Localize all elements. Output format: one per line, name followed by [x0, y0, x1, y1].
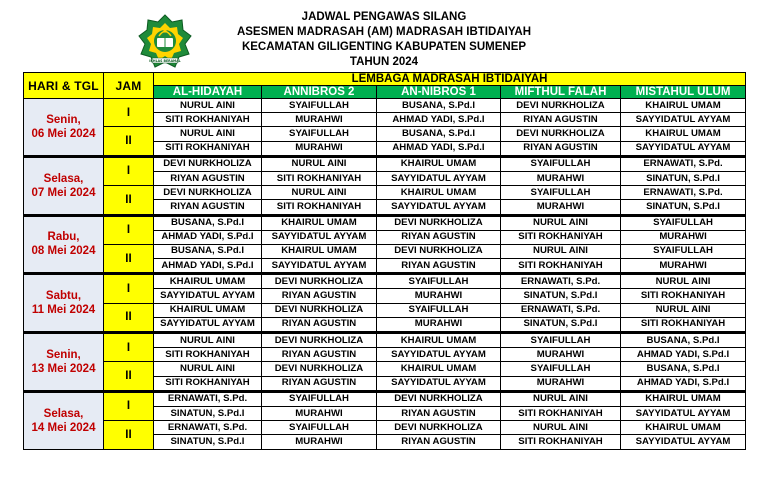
supervisor-cell: KHAIRUL UMAM [621, 99, 746, 113]
supervisor-cell: SAYYIDATUL AYYAM [377, 348, 501, 362]
supervisor-cell: SAYYIDATUL AYYAM [262, 259, 377, 274]
supervisor-cell: MURAHWI [377, 289, 501, 303]
day-date: 13 Mei 2024 [31, 362, 96, 375]
supervisor-cell: SYAIFULLAH [262, 391, 377, 406]
supervisor-cell: SYAIFULLAH [501, 362, 621, 376]
supervisor-cell: SINATUN, S.Pd.I [154, 435, 262, 449]
supervisor-cell: SITI ROKHANIYAH [262, 171, 377, 185]
supervisor-cell: SYAIFULLAH [262, 421, 377, 435]
supervisor-cell: RIYAN AGUSTIN [501, 141, 621, 156]
supervisor-cell: KHAIRUL UMAM [377, 333, 501, 348]
supervisor-cell: KHAIRUL UMAM [154, 303, 262, 317]
title-line-2: ASESMEN MADRASAH (AM) MADRASAH IBTIDAIYAH [236, 26, 532, 38]
supervisor-cell: MURAHWI [501, 200, 621, 215]
supervisor-cell: KHAIRUL UMAM [377, 362, 501, 376]
jam-cell: II [104, 244, 154, 273]
supervisor-cell: ERNAWATI, S.Pd. [621, 186, 746, 200]
jam-cell: II [104, 186, 154, 215]
header-school: ANNIBROS 2 [262, 86, 377, 99]
supervisor-cell: SYAIFULLAH [501, 186, 621, 200]
jam-cell: I [104, 99, 154, 127]
table-row [24, 333, 746, 348]
supervisor-cell: SAYYIDATUL AYYAM [621, 406, 746, 420]
supervisor-cell: NURUL AINI [501, 215, 621, 230]
supervisor-cell: SYAIFULLAH [377, 274, 501, 289]
supervisor-cell: DEVI NURKHOLIZA [262, 303, 377, 317]
supervisor-cell: NURUL AINI [501, 421, 621, 435]
day-name: Senin, [46, 348, 81, 361]
supervisor-cell: DEVI NURKHOLIZA [154, 186, 262, 200]
table-row [24, 186, 746, 200]
header-school: MISTAHUL ULUM [621, 86, 746, 99]
supervisor-cell: NURUL AINI [621, 303, 746, 317]
table-row [24, 244, 746, 258]
supervisor-cell: SITI ROKHANIYAH [154, 376, 262, 391]
supervisor-cell: SYAIFULLAH [262, 127, 377, 141]
day-name: Sabtu, [45, 290, 82, 303]
header-day-date: HARI & TGL [24, 73, 104, 99]
supervisor-cell: KHAIRUL UMAM [262, 215, 377, 230]
supervisor-cell: SITI ROKHANIYAH [621, 289, 746, 303]
day-date: 06 Mei 2024 [31, 127, 96, 140]
jam-cell: I [104, 333, 154, 362]
day-date-cell [24, 333, 104, 392]
day-date: 08 Mei 2024 [31, 245, 96, 258]
supervisor-cell: DEVI NURKHOLIZA [262, 274, 377, 289]
day-date-cell [24, 215, 104, 274]
supervisor-cell: AHMAD YADI, S.Pd.I [621, 348, 746, 362]
supervisor-cell: SAYYIDATUL AYYAM [621, 435, 746, 449]
supervisor-cell: MURAHWI [262, 141, 377, 156]
supervisor-cell: DEVI NURKHOLIZA [154, 156, 262, 171]
day-name: Senin, [46, 113, 81, 126]
supervisor-cell: SITI ROKHANIYAH [501, 406, 621, 420]
supervisor-cell: NURUL AINI [154, 127, 262, 141]
supervisor-cell: BUSANA, S.Pd.I [154, 215, 262, 230]
supervisor-cell: RIYAN AGUSTIN [501, 113, 621, 127]
table-row [24, 391, 746, 406]
supervisor-cell: ERNAWATI, S.Pd. [621, 156, 746, 171]
supervisor-cell: SITI ROKHANIYAH [621, 317, 746, 332]
supervisor-cell: SAYYIDATUL AYYAM [154, 317, 262, 332]
supervisor-cell: RIYAN AGUSTIN [262, 348, 377, 362]
supervisor-cell: MURAHWI [501, 171, 621, 185]
supervisor-cell: BUSANA, S.Pd.I [154, 244, 262, 258]
header-school: AL-HIDAYAH [154, 86, 262, 99]
day-date: 07 Mei 2024 [31, 186, 96, 199]
supervisor-cell: SITI ROKHANIYAH [154, 348, 262, 362]
document-title [150, 10, 618, 70]
supervisor-cell: SAYYIDATUL AYYAM [377, 200, 501, 215]
day-date-cell [24, 156, 104, 215]
supervisor-cell: RIYAN AGUSTIN [262, 317, 377, 332]
header-school: MIFTHUL FALAH [501, 86, 621, 99]
supervisor-cell: DEVI NURKHOLIZA [501, 127, 621, 141]
supervisor-cell: SYAIFULLAH [377, 303, 501, 317]
supervisor-cell: DEVI NURKHOLIZA [377, 215, 501, 230]
header-jam: JAM [104, 73, 154, 99]
jam-cell: I [104, 215, 154, 244]
supervisor-cell: DEVI NURKHOLIZA [377, 421, 501, 435]
supervisor-cell: ERNAWATI, S.Pd. [501, 274, 621, 289]
day-name: Selasa, [43, 407, 84, 420]
supervisor-cell: ERNAWATI, S.Pd. [154, 421, 262, 435]
supervisor-cell: KHAIRUL UMAM [621, 127, 746, 141]
supervisor-cell: AHMAD YADI, S.Pd.I [154, 230, 262, 244]
supervisor-cell: BUSANA, S.Pd.I [377, 99, 501, 113]
svg-text:IKHLAS BERAMAL: IKHLAS BERAMAL [149, 59, 181, 63]
supervisor-cell: RIYAN AGUSTIN [377, 230, 501, 244]
title-line-1: JADWAL PENGAWAS SILANG [301, 11, 467, 23]
jam-cell: I [104, 391, 154, 420]
supervisor-cell: SAYYIDATUL AYYAM [621, 113, 746, 127]
supervisor-cell: DEVI NURKHOLIZA [377, 244, 501, 258]
supervisor-cell: SAYYIDATUL AYYAM [621, 141, 746, 156]
supervisor-cell: DEVI NURKHOLIZA [262, 362, 377, 376]
day-name: Rabu, [47, 231, 80, 244]
day-date: 11 Mei 2024 [31, 304, 96, 317]
table-row [24, 215, 746, 230]
header-lembaga: LEMBAGA MADRASAH IBTIDAIYAH [154, 73, 746, 86]
supervisor-cell: BUSANA, S.Pd.I [377, 127, 501, 141]
supervisor-cell: SITI ROKHANIYAH [501, 259, 621, 274]
supervisor-cell: MURAHWI [377, 317, 501, 332]
supervisor-cell: BUSANA, S.Pd.I [621, 362, 746, 376]
day-date: 14 Mei 2024 [31, 421, 96, 434]
jam-cell: II [104, 421, 154, 449]
schedule-table [23, 72, 746, 450]
supervisor-cell: NURUL AINI [154, 99, 262, 113]
supervisor-cell: DEVI NURKHOLIZA [262, 333, 377, 348]
supervisor-cell: NURUL AINI [621, 274, 746, 289]
day-date-cell [24, 99, 104, 157]
supervisor-cell: SITI ROKHANIYAH [501, 230, 621, 244]
supervisor-cell: MURAHWI [501, 376, 621, 391]
title-line-3: KECAMATAN GILIGENTING KABUPATEN SUMENEP [241, 41, 527, 53]
schedule-body [24, 99, 746, 450]
jam-cell: I [104, 156, 154, 185]
supervisor-cell: SAYYIDATUL AYYAM [377, 376, 501, 391]
supervisor-cell: SITI ROKHANIYAH [501, 435, 621, 449]
supervisor-cell: RIYAN AGUSTIN [377, 435, 501, 449]
supervisor-cell: RIYAN AGUSTIN [154, 200, 262, 215]
supervisor-cell: MURAHWI [621, 230, 746, 244]
supervisor-cell: SITI ROKHANIYAH [154, 141, 262, 156]
supervisor-cell: NURUL AINI [154, 333, 262, 348]
jam-cell: II [104, 303, 154, 332]
supervisor-cell: AHMAD YADI, S.Pd.I [377, 113, 501, 127]
table-row [24, 156, 746, 171]
supervisor-cell: ERNAWATI, S.Pd. [501, 303, 621, 317]
supervisor-cell: SAYYIDATUL AYYAM [154, 289, 262, 303]
supervisor-cell: NURUL AINI [501, 244, 621, 258]
supervisor-cell: DEVI NURKHOLIZA [501, 99, 621, 113]
supervisor-cell: SITI ROKHANIYAH [262, 200, 377, 215]
supervisor-cell: SYAIFULLAH [262, 99, 377, 113]
supervisor-cell: AHMAD YADI, S.Pd.I [154, 259, 262, 274]
supervisor-cell: SYAIFULLAH [621, 244, 746, 258]
supervisor-cell: MURAHWI [621, 259, 746, 274]
supervisor-cell: SINATUN, S.Pd.I [621, 200, 746, 215]
supervisor-cell: AHMAD YADI, S.Pd.I [621, 376, 746, 391]
table-row [24, 303, 746, 317]
supervisor-cell: KHAIRUL UMAM [154, 274, 262, 289]
jam-cell: II [104, 127, 154, 156]
supervisor-cell: KHAIRUL UMAM [377, 186, 501, 200]
supervisor-cell: SAYYIDATUL AYYAM [377, 171, 501, 185]
supervisor-cell: AHMAD YADI, S.Pd.I [377, 141, 501, 156]
supervisor-cell: BUSANA, S.Pd.I [621, 333, 746, 348]
supervisor-cell: RIYAN AGUSTIN [377, 406, 501, 420]
table-row [24, 421, 746, 435]
jam-cell: I [104, 274, 154, 303]
supervisor-cell: RIYAN AGUSTIN [262, 376, 377, 391]
supervisor-cell: NURUL AINI [262, 186, 377, 200]
header-school: AN-NIBROS 1 [377, 86, 501, 99]
supervisor-cell: SYAIFULLAH [501, 156, 621, 171]
supervisor-cell: RIYAN AGUSTIN [377, 259, 501, 274]
table-row [24, 362, 746, 376]
day-name: Selasa, [43, 172, 84, 185]
supervisor-cell: SYAIFULLAH [501, 333, 621, 348]
supervisor-cell: SINATUN, S.Pd.I [154, 406, 262, 420]
supervisor-cell: NURUL AINI [501, 391, 621, 406]
supervisor-cell: SITI ROKHANIYAH [154, 113, 262, 127]
supervisor-cell: RIYAN AGUSTIN [262, 289, 377, 303]
supervisor-cell: RIYAN AGUSTIN [154, 171, 262, 185]
supervisor-cell: KHAIRUL UMAM [621, 391, 746, 406]
title-line-4: TAHUN 2024 [349, 56, 419, 68]
supervisor-cell: DEVI NURKHOLIZA [377, 391, 501, 406]
day-date-cell [24, 391, 104, 449]
supervisor-cell: MURAHWI [262, 113, 377, 127]
supervisor-cell: SAYYIDATUL AYYAM [262, 230, 377, 244]
supervisor-cell: NURUL AINI [262, 156, 377, 171]
table-row [24, 99, 746, 113]
supervisor-cell: NURUL AINI [154, 362, 262, 376]
supervisor-cell: SYAIFULLAH [621, 215, 746, 230]
table-row [24, 274, 746, 289]
table-row [24, 127, 746, 141]
supervisor-cell: MURAHWI [262, 435, 377, 449]
supervisor-cell: KHAIRUL UMAM [262, 244, 377, 258]
supervisor-cell: ERNAWATI, S.Pd. [154, 391, 262, 406]
supervisor-cell: SINATUN, S.Pd.I [501, 289, 621, 303]
day-date-cell [24, 274, 104, 333]
jam-cell: II [104, 362, 154, 391]
supervisor-cell: KHAIRUL UMAM [621, 421, 746, 435]
supervisor-cell: KHAIRUL UMAM [377, 156, 501, 171]
supervisor-cell: MURAHWI [262, 406, 377, 420]
supervisor-cell: MURAHWI [501, 348, 621, 362]
supervisor-cell: SINATUN, S.Pd.I [501, 317, 621, 332]
supervisor-cell: SINATUN, S.Pd.I [621, 171, 746, 185]
